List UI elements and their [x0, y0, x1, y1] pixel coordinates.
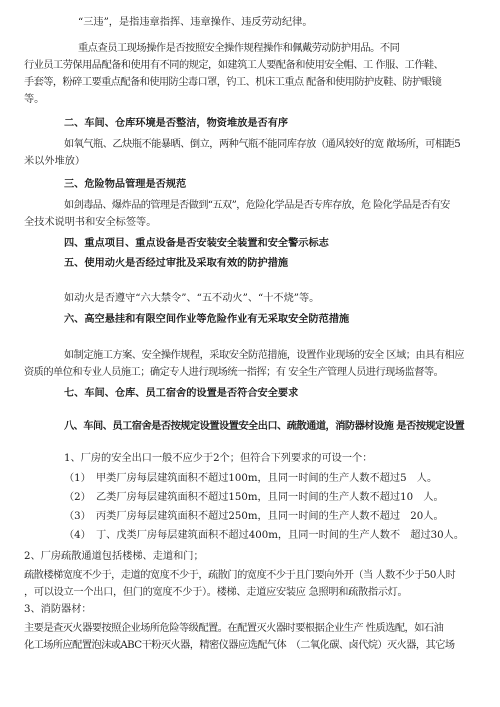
text-line: 3、消防器材：	[24, 604, 92, 615]
text-line: “三违”，是指违章指挥、违章操作、违反劳动纪律。	[78, 17, 313, 28]
list-item: （4） 丁、戊类厂房每层建筑面积不超过400m，且同一时间的生产人数不 超过30人。	[64, 530, 465, 541]
text-line: 化工场所应配置泡沫或ABC干粉灭火器，精密仪器应选配气体 （二氧化碳、卤代烷）灭火器，其它场	[24, 640, 455, 651]
text-line: ，可以设立一个出口，但门的宽度不少于）。楼梯、走道应安装应 急照明和疏散指示灯。	[24, 587, 408, 598]
text-line: 资质的单位和专业人员施工；确定专人进行现场统一指挥；有 安全生产管理人员进行现场监督等。	[24, 367, 444, 378]
text-line: 如动火是否遵守“六大禁令”、“五不动火”、“十不烧”等。	[64, 293, 320, 304]
section-heading: 五、使用动火是否经过审批及采取有效的防护措施	[64, 258, 289, 269]
text-line: 如氧气瓶、乙炔瓶不能暴晒、倒立，两种气瓶不能同库存放（通风较好的宽 敞场所，可相距5	[64, 139, 461, 150]
section-heading: 四、重点项目、重点设备是否安装安全装置和安全警示标志	[64, 238, 329, 249]
list-item: （2） 乙类厂房每层建筑面积不超过150m，且同一时间的生产人数不超过10 人。	[64, 492, 444, 503]
text-line: 米以外堆放）	[24, 156, 86, 167]
section-heading: 七、车间、仓库、员工宿舍的设置是否符合安全要求	[64, 388, 299, 399]
list-item: （3） 丙类厂房每层建筑面积不超过250m，且同一时间的生产人数不超过 20人。	[64, 511, 444, 522]
text-line: 如剑毒品、爆炸品的管理是否做到“五双”，危险化学品是否专库存放，危 险化学品是否有安	[64, 200, 450, 211]
list-item: （1） 甲类厂房每层建筑面积不超过100m，且同一时间的生产人数不超过5 人。	[64, 473, 438, 484]
section-heading: 三、危险物品管理是否规范	[64, 179, 187, 190]
text-line: 行业员工劳保用品配备和使用有不同的规定，如建筑工人要配备和使用安全帽、工 作服、工作鞋、	[24, 60, 444, 71]
text-line: 1、厂房的安全出口一般不应少于2个；但符合下列要求的可设一个：	[64, 453, 373, 464]
text-line: 重点查员工现场操作是否按照安全操作规程操作和佩戴劳动防护用品。不同	[78, 43, 400, 54]
section-heading: 二、车间、仓库环境是否整洁，物资堆放是否有序	[64, 118, 289, 129]
section-heading: 六、高空悬挂和有限空间作业等危险作业有无采取安全防范措施	[64, 314, 350, 325]
text-line: 2、厂房疏散通道包括楼梯、走道和门；	[24, 551, 204, 562]
text-line: 全技术说明书和安全标签等。	[24, 217, 157, 228]
text-line: 主要是查灭火器要按照企业场所危险等级配置。在配置灭火器时要根据企业生产 性质选配，如石油	[24, 623, 444, 634]
section-heading: 八、车间、员工宿舍是否按规定设置设置安全出口、疏散通道，消防器材设施 是否按规定设置	[64, 421, 465, 432]
text-line: 疏散楼梯宽度不少于，走道的宽度不少于，疏散门的宽度不少于且门要向外开（当 人数不少于50人时	[24, 570, 456, 581]
text-line: 等。	[24, 94, 45, 105]
text-line: 如制定施工方案、安全操作规程，采取安全防范措施，设置作业现场的安全 区域；由具有相应	[64, 350, 464, 361]
text-line: 手套等，粉碎工要重点配备和使用防尘毒口罩，钓工、机床工重点 配备和使用防护皮鞋、防护眼镜	[24, 77, 442, 88]
